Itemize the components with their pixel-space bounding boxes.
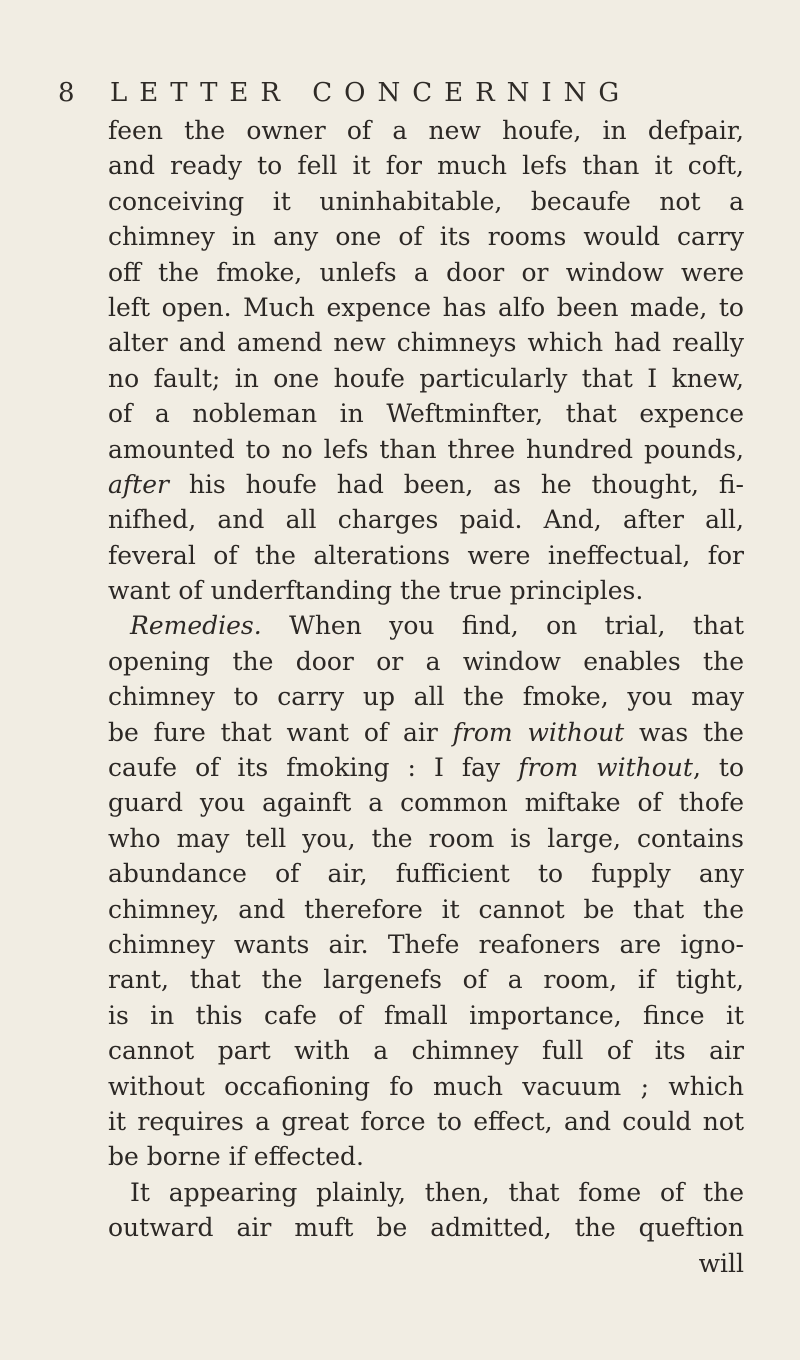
text-span: his houfe had been, as he thought, fi- bbox=[168, 469, 744, 499]
text-line: chimney to carry up all the fmoke, you may bbox=[108, 682, 744, 712]
text-line: guard you againft a common miftake of thofe bbox=[108, 788, 744, 818]
text-line bbox=[108, 608, 744, 643]
text-line: feveral of the alterations were ineffectual, for bbox=[108, 540, 744, 570]
text-line: without occafioning fo much vacuum ; which bbox=[108, 1071, 744, 1101]
text-line: no fault; in one houfe particularly that I knew, bbox=[108, 363, 744, 393]
text-line: chimney in any one of its rooms would carry bbox=[108, 222, 744, 252]
running-head: LETTER CONCERNING bbox=[110, 78, 632, 108]
text-line: who may tell you, the room is large, contains bbox=[108, 823, 744, 853]
text-line bbox=[108, 715, 744, 750]
body-text bbox=[108, 113, 744, 1281]
page-header bbox=[58, 78, 631, 108]
text-line: nifhed, and all charges paid. And, after all, bbox=[108, 505, 744, 535]
page-number: 8 bbox=[58, 78, 75, 108]
text-line: left open. Much expence has alfo been made, to bbox=[108, 292, 744, 322]
text-line: alter and amend new chimneys which had really bbox=[108, 328, 744, 358]
text-line: outward air muft be admitted, the queftion bbox=[108, 1213, 744, 1243]
italic-word: after bbox=[108, 469, 169, 499]
text-line: amounted to no lefs than three hundred pounds, bbox=[108, 434, 744, 464]
section-heading-remedies: Remedies. bbox=[130, 611, 262, 641]
text-line: it requires a great force to effect, and could not bbox=[108, 1106, 744, 1136]
text-line: cannot part with a chimney full of its air bbox=[108, 1036, 744, 1066]
text-line: and ready to fell it for much lefs than it coft, bbox=[108, 151, 744, 181]
text-span: was the bbox=[624, 717, 744, 747]
italic-phrase: from without bbox=[452, 717, 625, 747]
text-span: be fure that want of air bbox=[108, 717, 453, 747]
text-line: abundance of air, fufficient to fupply any bbox=[108, 859, 744, 889]
text-line bbox=[108, 467, 744, 502]
text-span: , to bbox=[692, 753, 744, 783]
text-line bbox=[108, 750, 744, 785]
text-line: of a nobleman in Weftminfter, that expence bbox=[108, 399, 744, 429]
text-span: When you find, on trial, that bbox=[261, 611, 744, 641]
text-line: want of underftanding the true principles. bbox=[108, 576, 644, 606]
text-line: be borne if effected. bbox=[108, 1142, 364, 1172]
text-line: conceiving it uninhabitable, becaufe not a bbox=[108, 186, 744, 216]
catchword: will bbox=[698, 1248, 744, 1278]
text-line: chimney, and therefore it cannot be that the bbox=[108, 894, 744, 924]
text-line: feen the owner of a new houfe, in defpair, bbox=[108, 116, 744, 145]
text-line: opening the door or a window enables the bbox=[108, 646, 744, 676]
text-line: chimney wants air. Thefe reafoners are igno- bbox=[108, 929, 744, 959]
text-span: caufe of its fmoking : I fay bbox=[108, 753, 519, 783]
text-line: rant, that the largenefs of a room, if tight, bbox=[108, 965, 744, 995]
text-line: is in this cafe of fmall importance, fince it bbox=[108, 1000, 744, 1030]
text-line: off the fmoke, unlefs a door or window were bbox=[108, 257, 744, 287]
text-line: It appearing plainly, then, that fome of the bbox=[130, 1177, 744, 1207]
italic-phrase: from without bbox=[518, 753, 693, 783]
